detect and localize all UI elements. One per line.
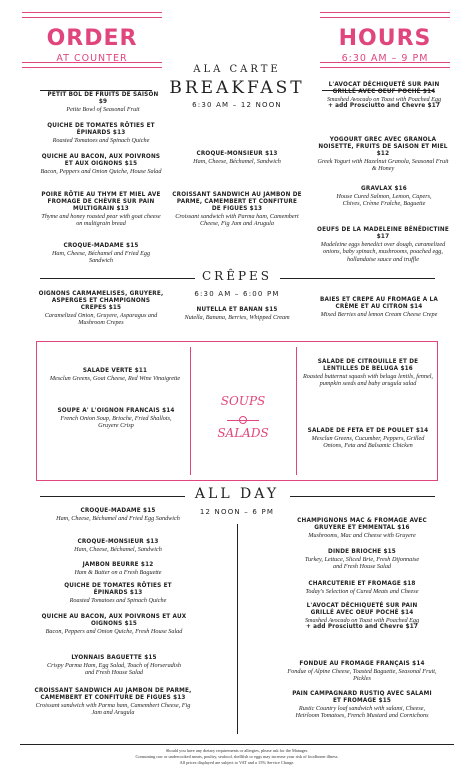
allday-item: CHARCUTERIE ET FROMAGE $18 Today's Selection of Cured Meats and Cheese [305,581,419,595]
allday-item: FONDUE AU FROMAGE FRANÇAIS $14 Fondue of Alpine Cheese, Toasted Baguette, Seasonal Fruit, Pickles [287,661,437,683]
footer-note: Consuming raw or undercooked meats, poultry, seafood, shellfish or eggs may increase your risk of foodborne illness. [135,754,339,759]
breakfast-item: YOGOURT GREC AVEC GRANOLA NOISETTE, FRUITS DE SAISON ET MIEL $12 Greek Yogurt with Hazelnut Granola, Seasonal Fruit & Honey [317,137,449,173]
soup-salad-item: SALADE DE FETA ET DE POULET $14 Mesclun Greens, Cucumber, Peppers, Grilled Onions, Feta and Balsamic Chicken [307,428,429,450]
allday-title: ALL DAY [194,486,280,502]
breakfast-item: OEUFS DE LA MADELEINE BÉNÉDICTINE $17 Madeleine eggs benedict over dough, caramelized onions, baby spinach, mushrooms, poached egg, hollandaise sauce and truffle [317,227,449,263]
allday-item: DINDE BRIOCHE $15 Turkey, Lettuce, Sliced Brie, Fresh Dijonnaise and Fresh House Salad [304,549,420,571]
allday-item: JAMBON BEURRE $12 Ham & Butter on a Fresh Baguette [74,562,162,576]
allday-divider-left [40,496,185,497]
breakfast-item: POIRE RÔTIE AU THYM ET MIEL AVE FROMAGE DE CHÈVRE SUR PAIN MULTIGRAIN $13 Thyme and honey roasted pear with goat cheese on multigrain bread [41,192,161,228]
crepe-item: BAIES ET CREPE AU FROMAGE A LA CRÈME ET AU CITRON $14 Mixed Berries and lemon Cream Cheese Crepe [320,297,438,318]
breakfast-item: CROISSANT SANDWICH AU JAMBON DE PARME, CAMEMBERT ET CONFITURE DE FIGUES $13 Croissant sandwich with Parma ham, Camembert Cheese, Fig Jam and Arugula [172,192,302,228]
crepe-item: OIGNONS CARMAMELISES, GRUYERE, ASPERGES ET CHAMPIGNONS CREPES $15 Caramelized Onion, Gruyere, Asparagus and Mushroom Crepes [38,291,164,327]
soups-title: SOUPS [220,394,266,408]
footer-divider [20,744,454,745]
allday-item: QUICHE DE TOMATES RÔTIES ET ÉPINARDS $13 Roasted Tomatoes and Spinach Quiche [64,583,172,604]
footer-note: All prices displayed are subject to VAT and a 15% Service Charge. [179,760,295,765]
breakfast-item: CROQUE-MONSIEUR $13 Ham, Cheese, Béchamel, Sandwich [193,151,281,165]
salads-title: SALADS [217,426,269,440]
order-subtitle: AT COUNTER [56,53,128,64]
crepes-time: 6:30 AM – 6:00 PM [194,290,280,298]
hours-subtitle: 6:30 AM – 9 PM [341,53,429,64]
header-ornament-left-bottom [22,62,162,68]
allday-item: LYONNAIS BAGUETTE $15 Crispy Parma Ham, Egg Salad, Touch of Horseradish and Fresh House Salad [46,655,181,677]
breakfast-item: GRAVLAX $16 House Cured Salmon, Lemon, Capers, Chives, Crème Fraîche, Baguette [336,186,432,208]
allday-divider-right [290,496,435,497]
allday-column-divider [237,524,238,734]
order-header [22,26,162,64]
soup-salad-item: SALADE VERTE $11 Mesclun Greens, Goat Cheese, Red Wine Vinaigrette [49,368,181,382]
hours-header [320,26,450,64]
breakfast-item: QUICHE DE TOMATES RÔTIES ET ÉPINARDS $13 Roasted Tomatoes and Spinach Quiche [47,123,155,144]
crepes-divider-right [280,278,435,279]
breakfast-divider-left [40,90,152,91]
hours-title: HOURS [338,26,432,51]
allday-item: CROQUE-MADAME $15 Ham, Cheese, Béchamel and Fried Egg Sandwich [56,508,180,522]
header-ornament-right-bottom [320,62,450,68]
crepe-item: NUTELLA ET BANAN $15 Nutella, Banana, Berries, Whipped Cream [184,307,290,321]
allday-item: CHAMPIGNONS MAC & FROMAGE AVEC GRUYERE ET EMMENTAL $16 Mushrooms, Mac and Cheese with Gruyere [297,518,427,539]
ornament-icon [239,416,247,424]
breakfast-item: PETIT BOL DE FRUITS DE SAISON $9 Petite Bowl of Seasonal Fruit [47,92,159,113]
soups-col-divider-right [296,347,297,475]
order-title: ORDER [46,26,138,51]
soups-col-divider-left [190,347,191,475]
breakfast-item: CROQUE-MADAME $15 Ham, Cheese, Béchamel and Fried Egg Sandwich [51,243,151,265]
allday-item: L'AVOCAT DÉCHIQUETÉ SUR PAIN GRILLÉ AVEC OEUF POCHÉ $14 Smashed Avocado on Toast with Poached Egg + add Prosciutto and Chevre $17 [304,603,420,631]
allday-time: 12 NOON – 6 PM [199,508,275,516]
footer-note: Should you have any dietary requirements or allergies, please ask for the Manager. [165,748,309,753]
breakfast-item: QUICHE AU BACON, AUX POIVRONS ET AUX OIGNONS $15 Bacon, Peppers and Onion Quiche, House Salad [40,154,162,175]
breakfast-item: L'AVOCAT DÉCHIQUETÉ SUR PAIN GRILLÉ AVEC OEUF POCHÉ $14 Smashed Avocado on Toast with Poached Egg + add Prosciutto and Chevre $17 [326,82,442,110]
breakfast-time: 6:30 AM – 12 NOON [192,101,282,109]
soup-salad-item: SALADE DE CITROUILLE ET DE LENTILLES DE BELUGA $16 Roasted butternut squash with beluga lentils, fennel, pumpkin seeds and baby arugula salad [303,359,433,388]
allday-item: CROISSANT SANDWICH AU JAMBON DE PARME, CAMEMBERT ET CONFITURE DE FIGUES $13 Croissant sandwich with Parma ham, Camembert Cheese, Fig Jam and Arugula [34,688,192,717]
breakfast-title: BREAKFAST [169,78,305,98]
allday-item: QUICHE AU BACON, AUX POIVRONS ET AUX OIGNONS $15 Bacon, Peppers and Onion Quiche, Fresh House Salad [41,614,187,635]
crepes-title: CRÊPES [201,269,273,283]
allday-item: PAIN CAMPAGNARD RUSTIQ AVEC SALAMI ET FROMAGE $15 Rustic Country loaf sandwich with salami, Cheese, Heirloom Tomatoes, French Mustard and Cornichons [292,691,432,720]
header-ornament-left [22,12,162,18]
soup-salad-item: SOUPE A' L'OIGNON FRANCAIS $14 French Onion Soup, Brioche, Fried Shallots, Gruyere Crisp [57,408,175,430]
ala-carte-label: ALA CARTE [193,64,281,75]
allday-item: CROQUE-MONSIEUR $13 Ham, Cheese, Béchamel, Sandwich [74,539,162,553]
crepes-divider-left [40,278,195,279]
header-ornament-right [320,12,450,18]
